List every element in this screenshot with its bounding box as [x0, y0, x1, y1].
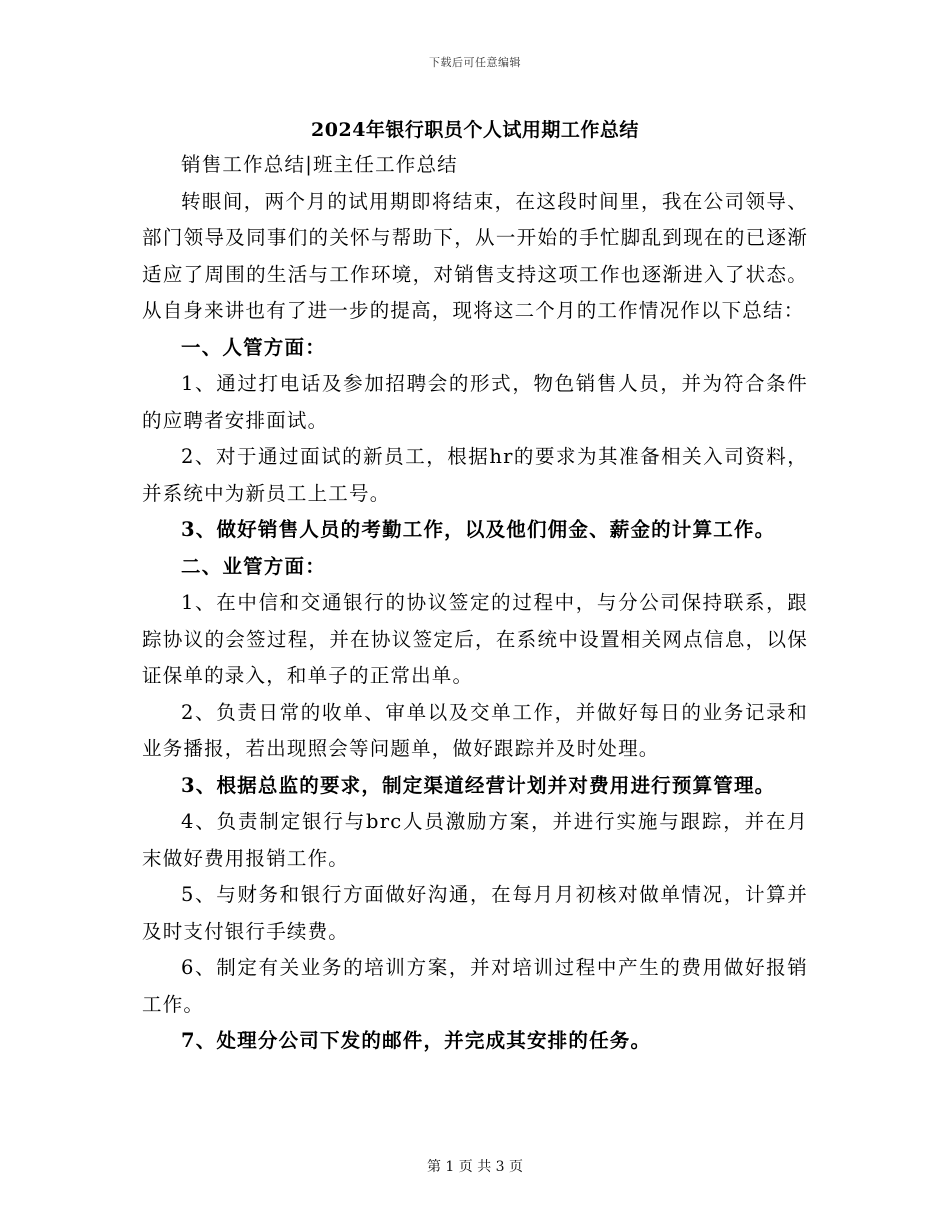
document-title: 2024年银行职员个人试用期工作总结 [311, 119, 639, 141]
paragraph: 4、负责制定银行与brc人员激励方案，并进行实施与跟踪，并在月末做好费用报销工作。 [142, 810, 808, 870]
section-heading: 一、人管方面： [181, 335, 326, 359]
paragraph: 2、负责日常的收单、审单以及交单工作，并做好每日的业务记录和业务播报，若出现照会等问题单，做好跟踪并及时处理。 [142, 700, 808, 760]
paragraph: 销售工作总结|班主任工作总结 [181, 153, 458, 176]
paragraph: 6、制定有关业务的培训方案，并对培训过程中产生的费用做好报销工作。 [142, 956, 808, 1016]
page-number: 第 1 页 共 3 页 [426, 1159, 524, 1175]
paragraph: 1、通过打电话及参加招聘会的形式，物色销售人员，并为符合条件的应聘者安排面试。 [142, 372, 808, 432]
header-note: 下载后可任意编辑 [429, 56, 521, 69]
paragraph: 转眼间，两个月的试用期即将结束，在这段时间里，我在公司领导、部门领导及同事们的关怀与帮助下，从一开始的手忙脚乱到现在的已逐渐适应了周围的生活与工作环境，对销售支持这项工作也逐渐进入了状态。从自身来讲也有了进一步的提高，现将这二个月的工作情况作以下总结： [142, 189, 808, 322]
paragraph: 2、对于通过面试的新员工，根据hr的要求为其准备相关入司资料，并系统中为新员工上工号。 [142, 445, 808, 505]
paragraph-bold: 3、做好销售人员的考勤工作，以及他们佣金、薪金的计算工作。 [181, 518, 776, 541]
paragraph-bold: 3、根据总监的要求，制定渠道经营计划并对费用进行预算管理。 [181, 773, 776, 797]
document-body [142, 147, 808, 1060]
section-heading: 二、业管方面： [181, 554, 326, 578]
paragraph-bold: 7、处理分公司下发的邮件，并完成其安排的任务。 [181, 1029, 652, 1052]
paragraph: 5、与财务和银行方面做好沟通，在每月月初核对做单情况，计算并及时支付银行手续费。 [142, 883, 808, 943]
paragraph: 1、在中信和交通银行的协议签定的过程中，与分公司保持联系，跟踪协议的会签过程，并在协议签定后，在系统中设置相关网点信息，以保证保单的录入，和单子的正常出单。 [142, 591, 808, 687]
